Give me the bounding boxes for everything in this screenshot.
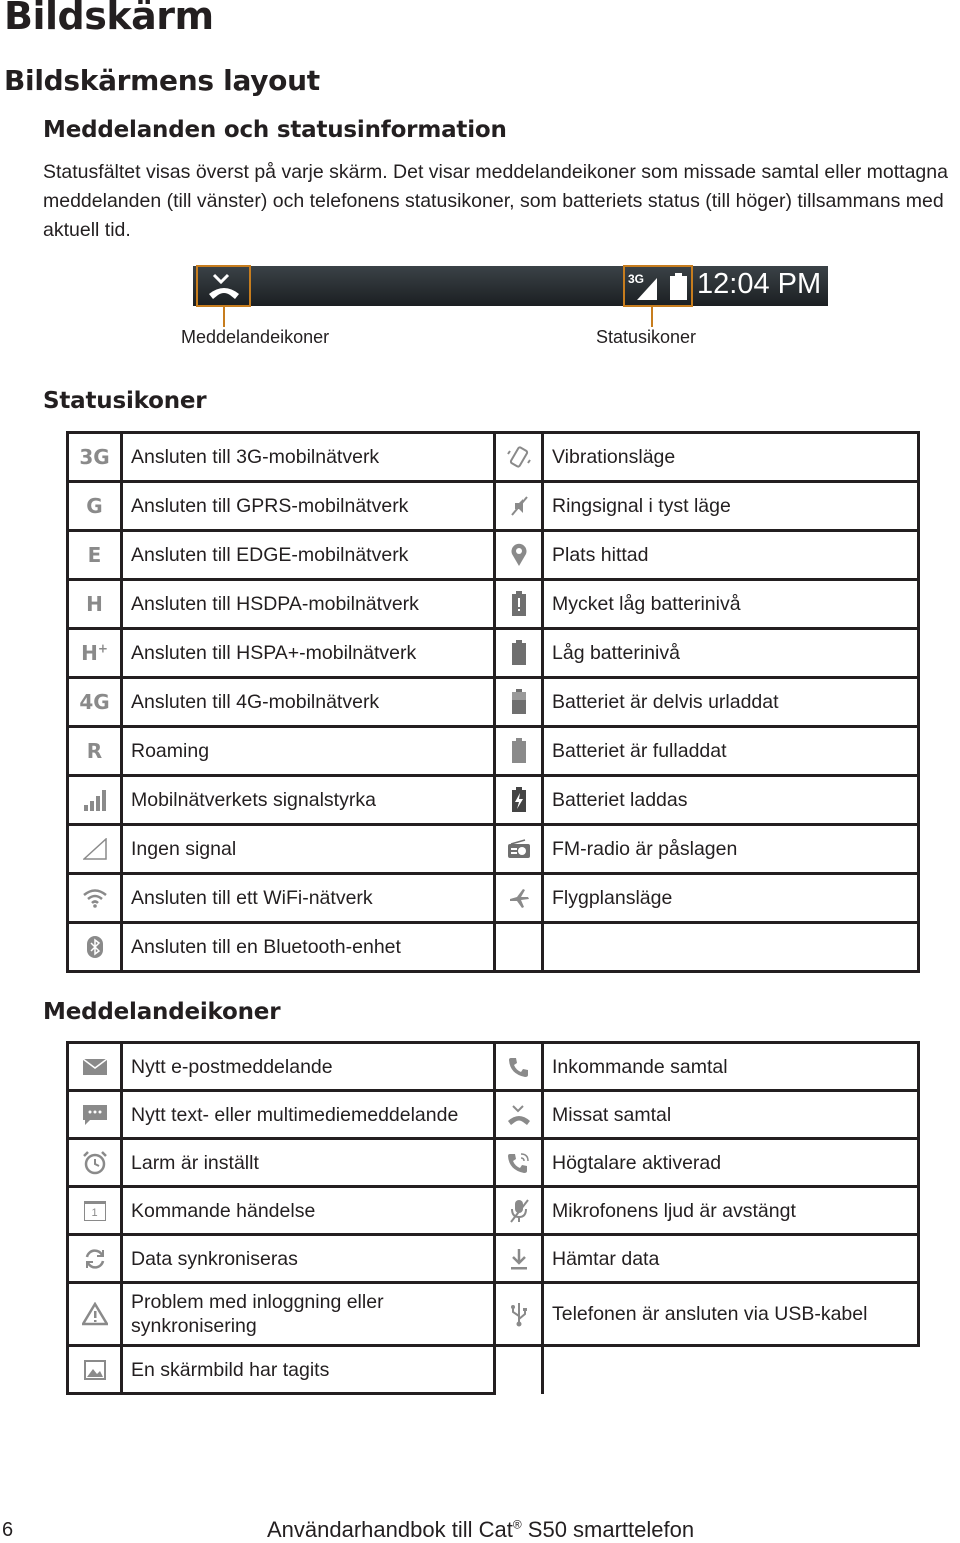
footer-manual-title: Användarhandbok till Cat — [267, 1517, 513, 1542]
section-heading-status-icons: Statusikoner — [43, 388, 207, 414]
table-row — [68, 629, 919, 678]
empty-cell — [495, 923, 543, 972]
signal-strength-icon — [68, 776, 122, 825]
notification-label: Högtalare aktiverad — [543, 1139, 919, 1187]
table-row — [68, 482, 919, 531]
status-label: Ringsignal i tyst läge — [543, 482, 919, 531]
empty-cell — [495, 1346, 543, 1394]
status-label: Vibrationsläge — [543, 433, 919, 482]
silent-ringer-icon — [495, 482, 543, 531]
location-pin-icon — [495, 531, 543, 580]
status-label: Flygplansläge — [543, 874, 919, 923]
airplane-icon — [495, 874, 543, 923]
incoming-call-icon — [495, 1043, 543, 1091]
status-label: Ansluten till EDGE-mobilnätverk — [122, 531, 495, 580]
status-label: Ansluten till 4G-mobilnätverk — [122, 678, 495, 727]
notification-label: Problem med inloggning eller synkronisering — [122, 1283, 495, 1346]
4g-icon: 4G — [68, 678, 122, 727]
h-icon: H — [68, 580, 122, 629]
status-label: Ansluten till HSPA+-mobilnätverk — [122, 629, 495, 678]
e-icon: E — [68, 531, 122, 580]
status-label: Ansluten till 3G-mobilnätverk — [122, 433, 495, 482]
fm-radio-icon — [495, 825, 543, 874]
footer-text — [267, 1517, 694, 1543]
status-icons-table — [66, 431, 920, 973]
footer-product: S50 smarttelefon — [521, 1517, 695, 1542]
battery-very-low-icon — [495, 580, 543, 629]
table-row — [68, 1139, 919, 1187]
notification-label: Inkommande samtal — [543, 1043, 919, 1091]
missed-call-icon — [205, 270, 243, 302]
status-label: Plats hittad — [543, 531, 919, 580]
message-icon — [68, 1091, 122, 1139]
battery-low-icon — [495, 629, 543, 678]
table-row — [68, 1091, 919, 1139]
status-label: Ansluten till ett WiFi-nätverk — [122, 874, 495, 923]
status-label: Batteriet laddas — [543, 776, 919, 825]
table-row — [68, 776, 919, 825]
status-label: Ansluten till HSDPA-mobilnätverk — [122, 580, 495, 629]
status-label: Roaming — [122, 727, 495, 776]
leader-line-left — [223, 307, 225, 327]
table-row — [68, 874, 919, 923]
table-row — [68, 727, 919, 776]
table-row — [68, 1043, 919, 1091]
notification-label: Kommande händelse — [122, 1187, 495, 1235]
table-row — [68, 433, 919, 482]
empty-cell — [543, 923, 919, 972]
status-label: FM-radio är påslagen — [543, 825, 919, 874]
calendar-icon — [68, 1187, 122, 1235]
page-subtitle: Bildskärmens layout — [4, 64, 320, 97]
screenshot-icon — [68, 1346, 122, 1394]
mic-muted-icon — [495, 1187, 543, 1235]
table-row — [68, 1283, 919, 1346]
h-plus-icon: H+ — [68, 629, 122, 678]
network-3g-label: 3G — [628, 272, 645, 286]
notification-icons-table — [66, 1041, 920, 1395]
missed-call-icon — [495, 1091, 543, 1139]
table-row — [68, 678, 919, 727]
status-label: Ansluten till GPRS-mobilnätverk — [122, 482, 495, 531]
speaker-icon — [495, 1139, 543, 1187]
status-label: Batteriet är delvis urladdat — [543, 678, 919, 727]
notification-label: Hämtar data — [543, 1235, 919, 1283]
leader-line-right — [651, 307, 653, 327]
table-row — [68, 531, 919, 580]
section-heading-notification-icons: Meddelandeikoner — [43, 999, 281, 1025]
page-number: 6 — [2, 1519, 14, 1541]
email-icon — [68, 1043, 122, 1091]
status-bar-time: 12:04 PM — [697, 268, 822, 300]
battery-full-icon — [495, 727, 543, 776]
caption-status-icons: Statusikoner — [596, 327, 697, 347]
table-row — [68, 1346, 919, 1394]
status-label: Låg batterinivå — [543, 629, 919, 678]
bluetooth-icon — [68, 923, 122, 972]
status-label: Ansluten till en Bluetooth-enhet — [122, 923, 495, 972]
table-row — [68, 923, 919, 972]
wifi-icon — [68, 874, 122, 923]
empty-cell — [543, 1346, 919, 1394]
table-row — [68, 1187, 919, 1235]
registered-mark: ® — [512, 1517, 522, 1532]
download-icon — [495, 1235, 543, 1283]
status-label: Mycket låg batterinivå — [543, 580, 919, 629]
notification-label: Data synkroniseras — [122, 1235, 495, 1283]
warning-icon — [68, 1283, 122, 1346]
alarm-icon — [68, 1139, 122, 1187]
notification-label: Missat samtal — [543, 1091, 919, 1139]
no-signal-icon — [68, 825, 122, 874]
caption-notification-icons: Meddelandeikoner — [181, 327, 330, 347]
page-title: Bildskärm — [4, 0, 214, 38]
3g-icon: 3G — [68, 433, 122, 482]
signal-battery-icon — [633, 272, 689, 302]
battery-charging-icon — [495, 776, 543, 825]
table-row — [68, 580, 919, 629]
intro-paragraph: Statusfältet visas överst på varje skärm. Det visar meddelandeikoner som missade samtal eller mottagna meddelanden (till vänster) och telefonens statusikoner, som batteriets status (till höger) tillsammans med aktuell tid. — [43, 161, 948, 241]
notification-label: En skärmbild har tagits — [122, 1346, 495, 1394]
status-label: Ingen signal — [122, 825, 495, 874]
usb-icon — [495, 1283, 543, 1346]
battery-partial-icon — [495, 678, 543, 727]
status-label: Batteriet är fulladdat — [543, 727, 919, 776]
table-row — [68, 1235, 919, 1283]
g-icon: G — [68, 482, 122, 531]
roaming-icon: R — [68, 727, 122, 776]
notification-label: Nytt text- eller multimediemeddelande — [122, 1091, 495, 1139]
vibrate-icon — [495, 433, 543, 482]
notification-label: Nytt e-postmeddelande — [122, 1043, 495, 1091]
notification-label: Mikrofonens ljud är avstängt — [543, 1187, 919, 1235]
table-row — [68, 825, 919, 874]
notification-label: Larm är inställt — [122, 1139, 495, 1187]
calendar-day: 1 — [84, 1201, 106, 1221]
section-heading-notifications-status: Meddelanden och statusinformation — [43, 117, 507, 143]
notification-label: Telefonen är ansluten via USB-kabel — [543, 1283, 919, 1346]
sync-icon — [68, 1235, 122, 1283]
status-label: Mobilnätverkets signalstyrka — [122, 776, 495, 825]
